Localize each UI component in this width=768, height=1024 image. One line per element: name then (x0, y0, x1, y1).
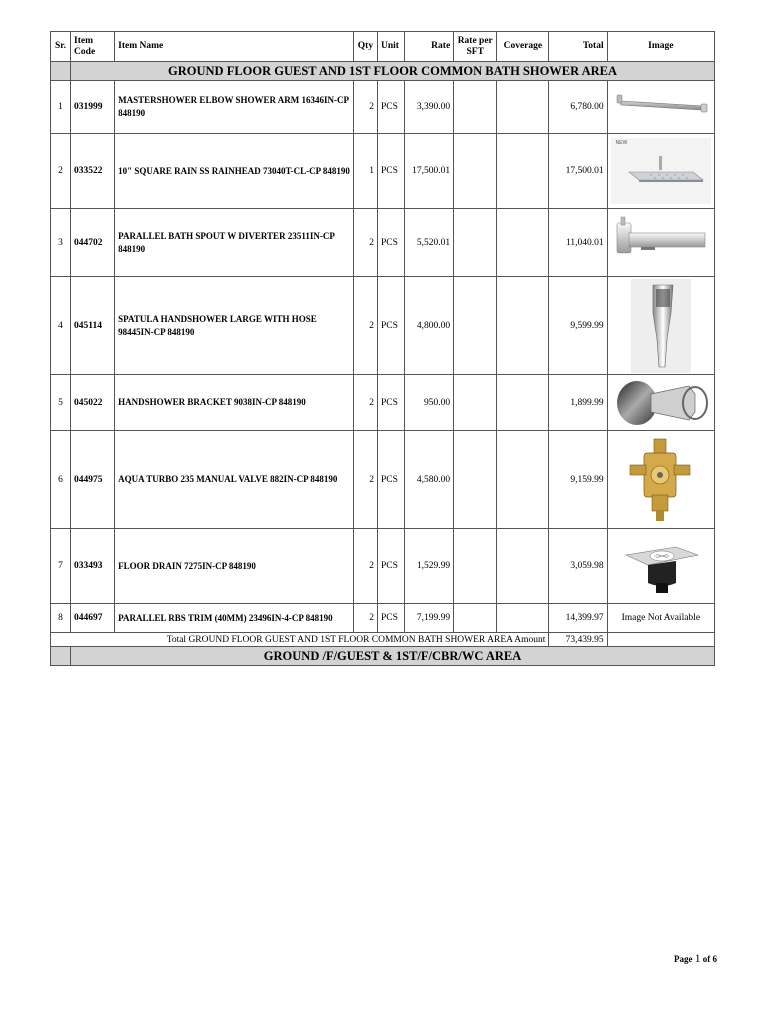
section-header-row (51, 647, 715, 666)
row-rate-per-sft (454, 375, 497, 431)
page-total: 6 (712, 954, 717, 964)
page-current: 1 (694, 953, 701, 965)
header-total: Total (549, 32, 607, 62)
row-qty: 2 (353, 209, 377, 277)
row-qty: 2 (353, 604, 377, 633)
row-sr: 5 (51, 375, 71, 431)
bracket-icon (611, 376, 711, 430)
table-row (51, 529, 715, 604)
section-spacer (51, 62, 71, 81)
row-coverage (497, 81, 549, 134)
row-unit: PCS (377, 529, 404, 604)
row-total: 14,399.97 (549, 604, 607, 633)
row-coverage (497, 604, 549, 633)
row-total: 17,500.01 (549, 134, 607, 209)
page-of: of (702, 954, 711, 964)
row-image (607, 375, 714, 431)
header-unit: Unit (377, 32, 404, 62)
row-unit: PCS (377, 277, 404, 375)
row-item-name: SPATULA HANDSHOWER LARGE WITH HOSE 98445IN-CP 848190 (115, 277, 354, 375)
row-item-code: 033493 (71, 529, 115, 604)
row-rate: 1,529.99 (405, 529, 454, 604)
table-row (51, 375, 715, 431)
section-title: GROUND /F/GUEST & 1ST/F/CBR/WC AREA (71, 647, 715, 666)
page-label: Page (674, 954, 693, 964)
rainhead-icon (611, 138, 711, 204)
row-coverage (497, 529, 549, 604)
header-qty: Qty (353, 32, 377, 62)
row-item-name: MASTERSHOWER ELBOW SHOWER ARM 16346IN-CP 848190 (115, 81, 354, 134)
row-item-name: 10" SQUARE RAIN SS RAINHEAD 73040T-CL-CP 848190 (115, 134, 354, 209)
row-rate-per-sft (454, 529, 497, 604)
row-item-code: 033522 (71, 134, 115, 209)
valve-icon (626, 435, 696, 525)
section-spacer (51, 647, 71, 666)
row-qty: 2 (353, 81, 377, 134)
header-sr: Sr. (51, 32, 71, 62)
header-rate-per-sft: Rate per SFT (454, 32, 497, 62)
row-rate-per-sft (454, 431, 497, 529)
row-total: 3,059.98 (549, 529, 607, 604)
row-total: 9,159.99 (549, 431, 607, 529)
row-qty: 2 (353, 431, 377, 529)
section-total-blank (607, 633, 714, 647)
header-rate: Rate (405, 32, 454, 62)
row-rate: 950.00 (405, 375, 454, 431)
row-unit: PCS (377, 209, 404, 277)
section-header-row (51, 62, 715, 81)
page-indicator (674, 953, 717, 965)
row-rate-per-sft (454, 81, 497, 134)
row-sr: 3 (51, 209, 71, 277)
row-rate: 4,580.00 (405, 431, 454, 529)
row-item-name: HANDSHOWER BRACKET 9038IN-CP 848190 (115, 375, 354, 431)
handshower-icon (631, 279, 691, 373)
row-rate-per-sft (454, 277, 497, 375)
row-coverage (497, 277, 549, 375)
row-sr: 4 (51, 277, 71, 375)
quotation-table (50, 31, 715, 666)
table-row (51, 431, 715, 529)
table-row (51, 134, 715, 209)
floor-drain-icon (616, 533, 706, 599)
row-coverage (497, 209, 549, 277)
row-rate: 4,800.00 (405, 277, 454, 375)
row-rate: 5,520.01 (405, 209, 454, 277)
header-image: Image (607, 32, 714, 62)
row-unit: PCS (377, 431, 404, 529)
row-qty: 2 (353, 529, 377, 604)
section-total-row (51, 633, 715, 647)
header-item-code: Item Code (71, 32, 115, 62)
row-item-code: 031999 (71, 81, 115, 134)
table-row (51, 277, 715, 375)
row-total: 9,599.99 (549, 277, 607, 375)
row-unit: PCS (377, 375, 404, 431)
row-item-code: 044697 (71, 604, 115, 633)
table-row (51, 604, 715, 633)
table-row (51, 209, 715, 277)
header-item-name: Item Name (115, 32, 354, 62)
row-coverage (497, 134, 549, 209)
row-item-name: PARALLEL RBS TRIM (40MM) 23496IN-4-CP 848190 (115, 604, 354, 633)
row-sr: 7 (51, 529, 71, 604)
row-total: 11,040.01 (549, 209, 607, 277)
row-rate: 7,199.99 (405, 604, 454, 633)
row-total: 6,780.00 (549, 81, 607, 134)
section-total-value: 73,439.95 (549, 633, 607, 647)
row-qty: 2 (353, 375, 377, 431)
table-row (51, 81, 715, 134)
row-rate: 17,500.01 (405, 134, 454, 209)
row-qty: 1 (353, 134, 377, 209)
row-coverage (497, 375, 549, 431)
new-tag: NEW (615, 140, 628, 146)
row-item-code: 044975 (71, 431, 115, 529)
row-unit: PCS (377, 81, 404, 134)
row-rate-per-sft (454, 604, 497, 633)
header-coverage: Coverage (497, 32, 549, 62)
row-item-name: AQUA TURBO 235 MANUAL VALVE 882IN-CP 848190 (115, 431, 354, 529)
row-total: 1,899.99 (549, 375, 607, 431)
row-item-code: 045022 (71, 375, 115, 431)
row-sr: 1 (51, 81, 71, 134)
row-rate-per-sft (454, 134, 497, 209)
row-image (607, 431, 714, 529)
row-unit: PCS (377, 604, 404, 633)
row-image (607, 209, 714, 277)
row-coverage (497, 431, 549, 529)
row-item-name: PARALLEL BATH SPOUT W DIVERTER 23511IN-CP 848190 (115, 209, 354, 277)
row-rate: 3,390.00 (405, 81, 454, 134)
shower-arm-icon (611, 92, 711, 122)
row-qty: 2 (353, 277, 377, 375)
row-image (607, 604, 714, 633)
row-item-name: FLOOR DRAIN 7275IN-CP 848190 (115, 529, 354, 604)
row-item-code: 045114 (71, 277, 115, 375)
section-total-label: Total GROUND FLOOR GUEST AND 1ST FLOOR COMMON BATH SHOWER AREA Amount (51, 633, 549, 647)
row-sr: 6 (51, 431, 71, 529)
row-image (607, 134, 714, 209)
row-image (607, 277, 714, 375)
section-title: GROUND FLOOR GUEST AND 1ST FLOOR COMMON BATH SHOWER AREA (71, 62, 715, 81)
row-image (607, 529, 714, 604)
image-not-available: Image Not Available (621, 613, 701, 623)
header-row (51, 32, 715, 62)
row-image (607, 81, 714, 134)
row-item-code: 044702 (71, 209, 115, 277)
row-sr: 2 (51, 134, 71, 209)
row-unit: PCS (377, 134, 404, 209)
row-rate-per-sft (454, 209, 497, 277)
row-sr: 8 (51, 604, 71, 633)
bath-spout-icon (611, 215, 711, 271)
